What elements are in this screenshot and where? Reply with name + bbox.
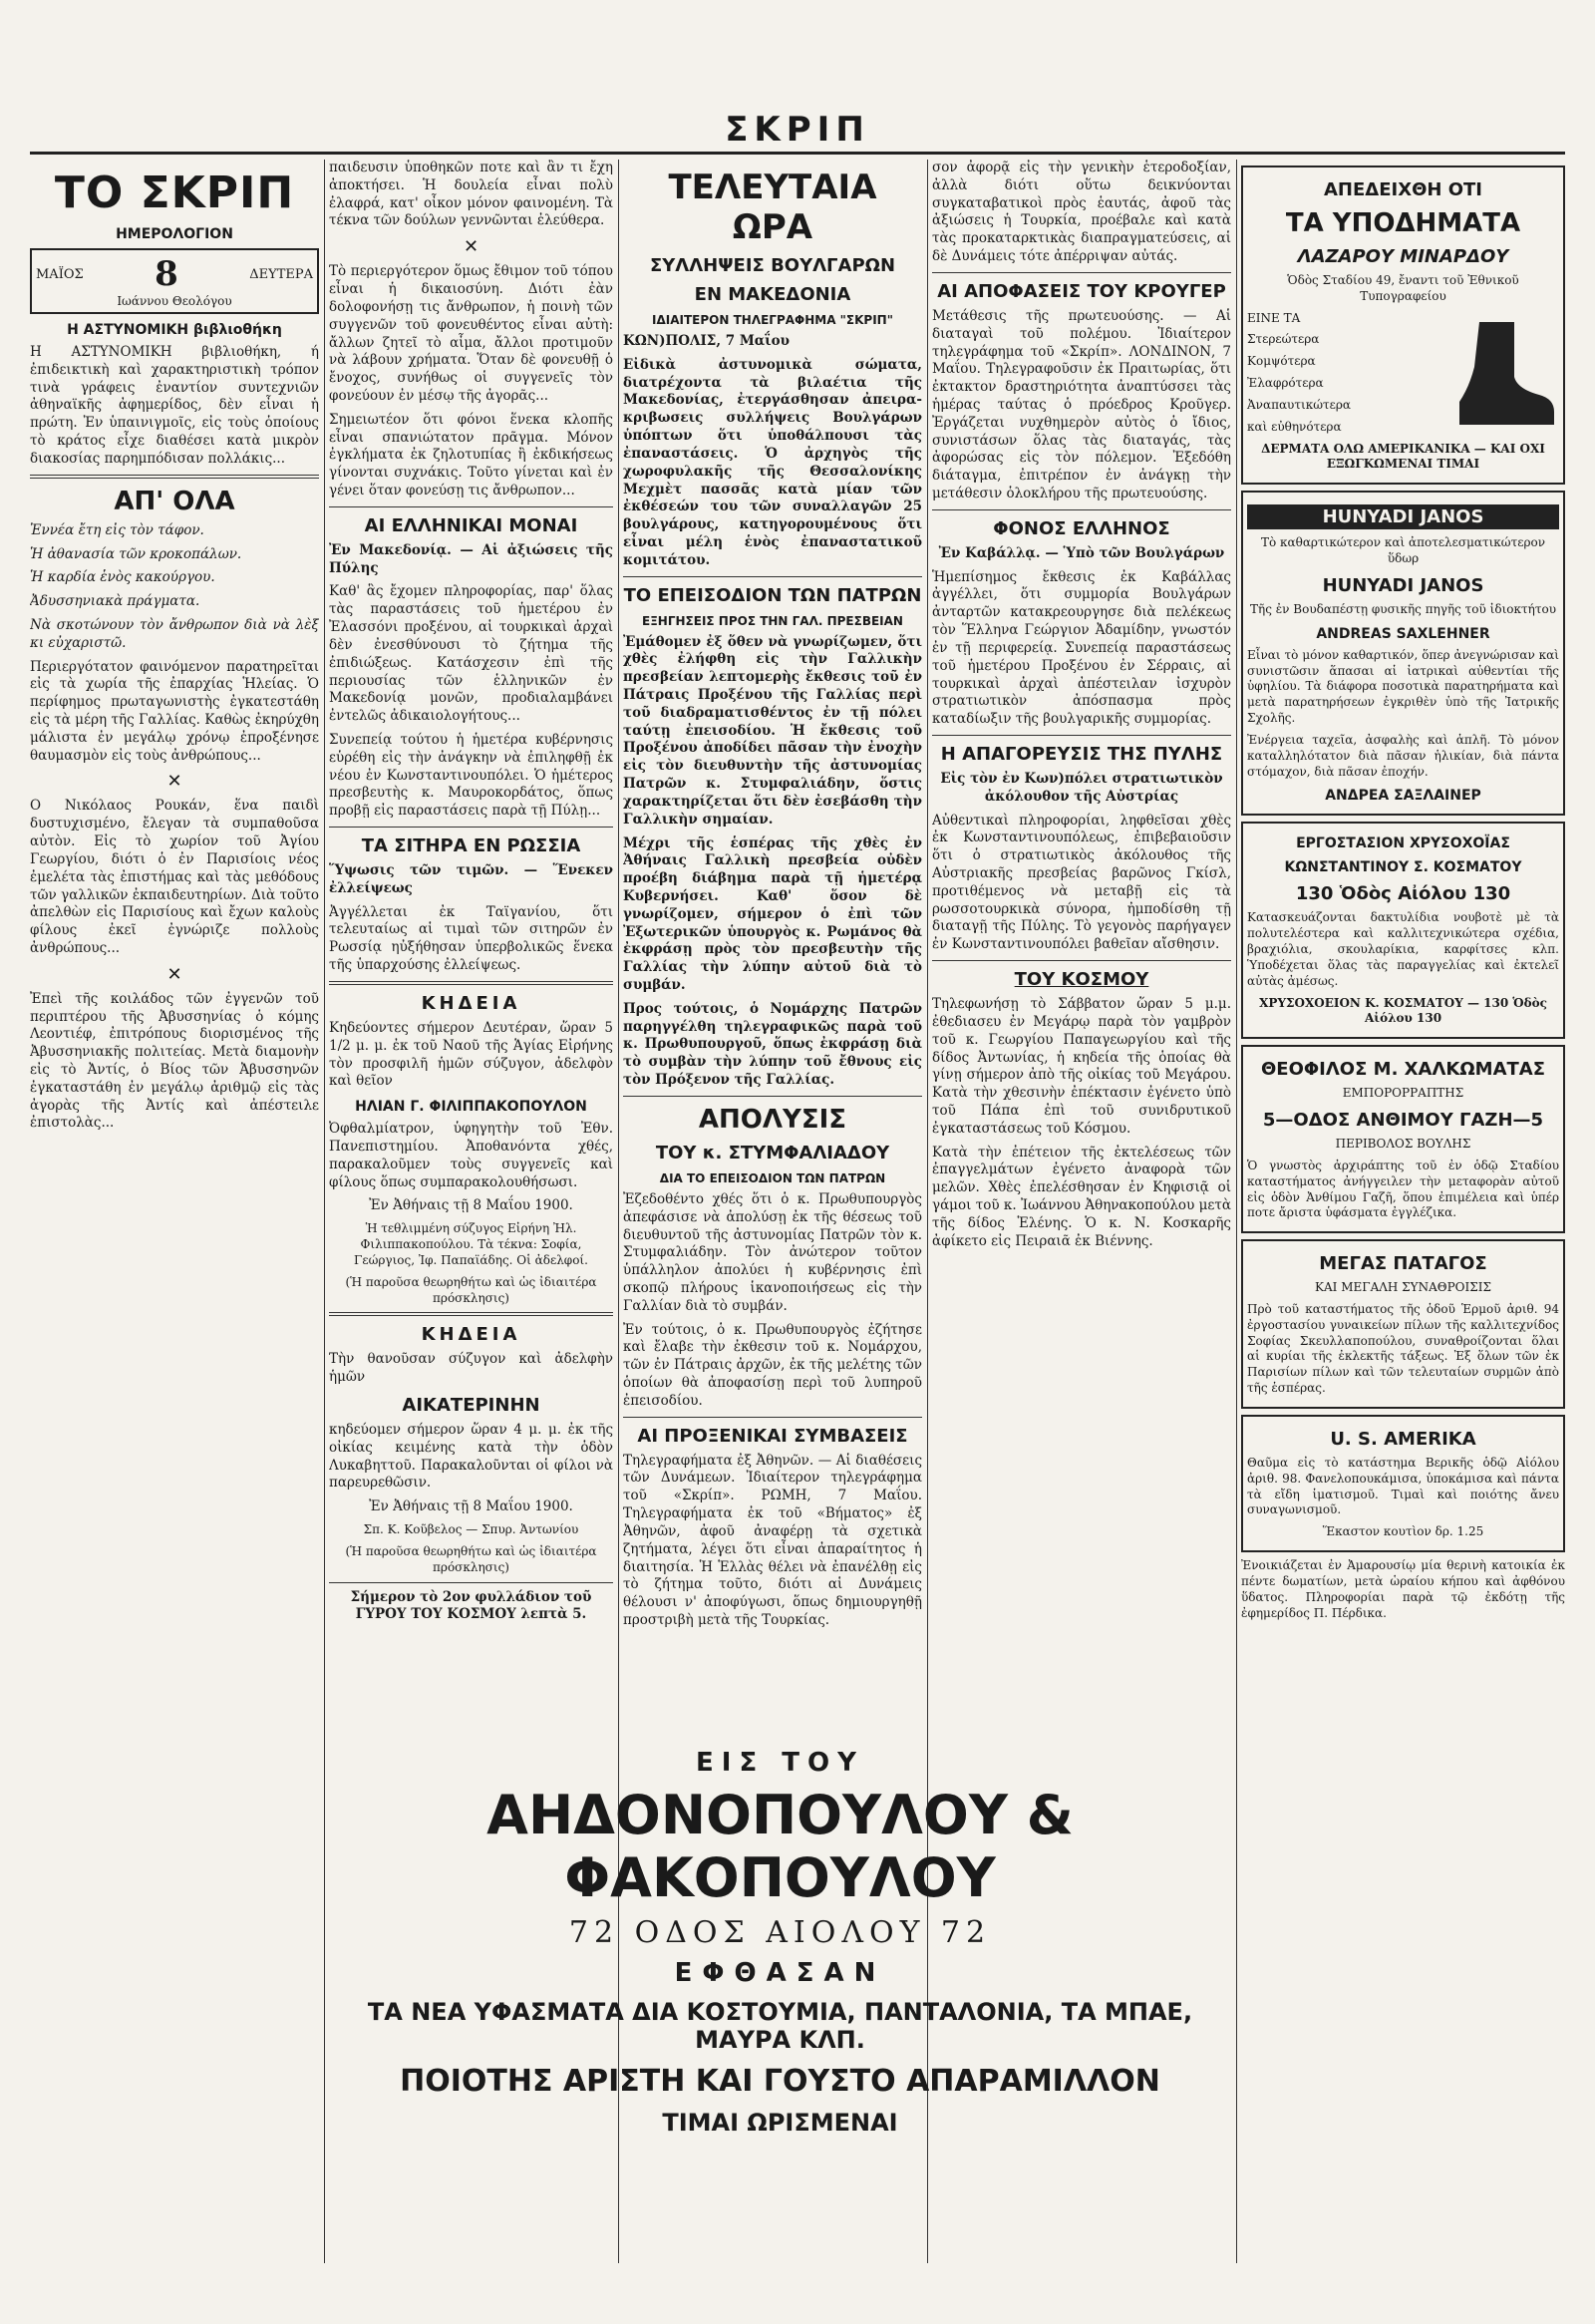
calendar-weekday: ΔΕΥΤΕΡΑ	[249, 266, 313, 282]
funeral-heading: ΚΗΔΕΙΑ	[421, 992, 521, 1014]
article-heading: ΤΟ ΕΠΕΙΣΟΔΙΟΝ ΤΩΝ ΠΑΤΡΩΝ	[623, 584, 922, 606]
article-body: Ἐπεὶ τῆς κοιλάδος τῶν ἐγγενῶν τοῦ περιπτέρου τῆς Ἀβυσσηνίας ὁ κόμης Λεοντιέφ, ἐπιτρόπους διορισμένος τῆς Ἀβυσσηνιακῆς πολιτείας. Μετὰ διαμονὴν εἰς τὸ Ἀντίς, ὁ Βίος τῶν Ἀβυσσηνῶν ἐγκαταστάθη ἐν μεγάλῳ ἀριθμῷ εἰς τὰς ἀγορὰς τῆς Ἀντίς καὶ ἀπέστειλε ἐπιστολὰς...	[30, 990, 319, 1132]
advert-body: Κατασκευάζονται δακτυλίδια νουβοτὲ μὲ τὰ πολυτελέστερα καὶ καλλιτεχνικώτερα σχέδια, βραχιόλια, σκουλαρίκια, καρφίτσες κλπ. Ὑποδέχεται ὅλας τὰς παραγγελίας καὶ ἐκτελεῖ αὐτὰς ἀμέσως.	[1247, 910, 1559, 988]
advert-line: Στερεώτερα	[1247, 332, 1320, 347]
article-body: Ἡμεπίσημος ἔκθεσις ἐκ Καβάλλας ἀγγέλλει, ὅτι συμμορία Βουλγάρων ἀνταρτῶν κατακρεουργησε διὰ πελέκεως τὸν Ἕλληνα Γεώργιον Ἀδαμίδην, γνωστόν ἐν τῇ περιφερείᾳ. Συνεπείᾳ παραστάσεως τοῦ ἡμετέρου Προξένου ἐν Σέρραις, αἱ τουρκικαὶ ἀρχαὶ ἀπέστειλαν ἰσχυρὸν στρατιωτικὸν ἀπόσπασμα πρὸς καταδίωξιν τῆς βουλγαρικῆς συμμορίας.	[932, 568, 1231, 728]
funeral-family: Ἡ τεθλιμμένη σύζυγος Εἰρήνη Ἠλ. Φιλιππακοπούλου. Τὰ τέκνα: Σοφία, Γεώργιος, Ἰφ. Παπαϊάδης. Οἱ ἀδελφοί.	[354, 1221, 588, 1267]
article-subheading: ΕΞΗΓΗΣΕΙΣ ΠΡΟΣ ΤΗΝ ΓΑΛ. ΠΡΕΣΒΕΙΑΝ	[642, 613, 903, 628]
calendar-month: ΜΑΪΟΣ	[36, 266, 84, 282]
column-rule	[324, 160, 325, 2263]
divider	[623, 1417, 922, 1418]
article-body: Τηλεγραφήματα ἐξ Ἀθηνῶν. — Αἱ διαθέσεις τῶν Δυνάμεων. Ἰδιαίτερον τηλεγράφημα τοῦ «Σκρίπ». ΡΩΜΗ, 7 Μαΐου. Τηλεγραφήματα ἐκ τοῦ «Βήματος» ἐξ Ἀθηνῶν, ἀφοῦ ἀναφέρῃ τὰ σχετικὰ ζητήματα, λέγει ὅτι εἶναι ἀπαραίτητος ἡ διαιτησία. Ἡ Ἑλλὰς θέλει νὰ ἐπανέλθῃ εἰς τὸ ζήτημα τοῦτο, διότι αἱ Δυνάμεις θέλουσι ν' ἀποφύγωσι, ὅπως δημιουργηθῇ προστριβὴ μετὰ τῆς Τουρκίας.	[623, 1452, 922, 1628]
article-body: παιδευσιν ὑποθηκῶν ποτε καὶ ἂν τι ἔχη ἀποκτήσει. Ἡ δουλεία εἶναι πολὺ ἐλαφρά, κατ' οἶκον μόνον φαινομένη. Τὰ τέκνα τῶν δούλων γεννῶνται ἐλεύθερα.	[329, 160, 613, 229]
advert-line: ΠΟΙΟΤΗΣ ΑΡΙΣΤΗ ΚΑΙ ΓΟΥΣΤΟ ΑΠΑΡΑΜΙΛΛΟΝ	[400, 2064, 1160, 2099]
classified-ad: Ἐνοικιάζεται ἐν Ἀμαρουσίῳ μία θερινὴ κατοικία ἐκ πέντε δωματίων, μετὰ ὡραίου κήπου καὶ ἀφθόνου ὕδατος. Πληροφορίαι παρὰ τῷ ἐκδότῃ τῆς ἐφημερίδος Π. Πέρδικα.	[1241, 1558, 1565, 1620]
article-body: Τηλεφωνήσῃ τὸ Σάββατον ὥραν 5 μ.μ. ἐθεδιασευ ἐν Μεγάρῳ παρὰ τὸν γαμβρὸν τοῦ κ. Γεωργίου Παπαγεωργίου καὶ τῆς δίδος Ἀντωνίας, ἡ κηδεία τῆς ὁποίας θὰ γίνῃ σήμερον ἀπὸ τῆς οἰκίας τοῦ Μεγάρου. Κατὰ τὴν χθεσινὴν ἐπέκτασιν ἐγένετο ὑπὸ τοῦ Πάπα ἐπὶ τοῦ συνιδρυτικοῦ ἐγκαταστάσεως τοῦ Κόσμου.	[932, 996, 1231, 1137]
advert-address: 130 Ὁδὸς Αἰόλου 130	[1295, 883, 1511, 905]
advert-text: Τῆς ἐν Βουδαπέστῃ φυσικῆς πηγῆς τοῦ ἰδιοκτήτου	[1250, 601, 1556, 616]
advert-body: Ὁ γνωστὸς ἀρχιράπτης τοῦ ἐν ὁδῷ Σταδίου καταστήματος ἀνήγγειλεν τὴν μεταφορὰν αὐτοῦ εἰς ὁδὸν Ἀνθίμου Γαζῆ, ὅπου ἐπιμέλεια καὶ ὑπέρ ποτε ἄριστα ὑφάσματα ἐγγλέζικα.	[1247, 1158, 1559, 1220]
advert-preheading: ΕΙΣ ΤΟΥ	[696, 1748, 864, 1778]
article-body: Ο Νικόλαος Ρουκάν, ἕνα παιδὶ δυστυχισμένο, ἔλεγαν τὰ συμπαθοῦσα αὐτὸν. Εἰς τὸ χωρίον τοῦ Ἀγίου Γεωργίου, διότι ὁ ἐν Παρισίοις νέος ἐμελέτα τὰς ἐπιστήμας καὶ τὰς μεθόδους τῶν γαλλικῶν ἐκπαιδευτηρίων. Διὰ τοῦτο ἀπελθὼν εἰς Παρισίους καὶ ἔχων καλοὺς φίλους ἐκεῖ ἐγνώριζε πολλοὺς ἀνθρώπους...	[30, 798, 319, 956]
article-heading: ΑΠΟΛΥΣΙΣ	[698, 1104, 847, 1135]
divider	[932, 272, 1231, 273]
divider	[932, 960, 1231, 961]
article-heading: ΤΑ ΣΙΤΗΡΑ ΕΝ ΡΩΣΣΙΑ	[361, 835, 581, 856]
advert-address: Ὁδὸς Σταδίου 49, ἔναντι τοῦ Ἐθνικοῦ Τυπογραφείου	[1287, 273, 1519, 303]
funeral-name: ΗΛΙΑΝ Γ. ΦΙΛΙΠΠΑΚΟΠΟΥΛΟΝ	[355, 1099, 587, 1116]
funeral-text: κηδεύομεν σήμερον ὥραν 4 μ. μ. ἐκ τῆς οἰκίας κειμένης κατὰ τὴν ὁδὸν Λυκαβηττοῦ. Παρακαλοῦνται οἱ φίλοι νὰ παρευρεθῶσιν.	[329, 1421, 613, 1492]
section-heading: ΑΠ' ΟΛΑ	[114, 486, 235, 516]
article-body: Μετάθεσις τῆς πρωτευούσης. — Αἱ διαταγαὶ τοῦ πολέμου. Ἰδιαίτερον τηλεγράφημα τοῦ «Σκρίπ». ΛΟΝΔΙΝΟΝ, 7 Μαΐου. Τηλεγραφοῦσιν ἐκ Πραιτωρίας, ὅτι ἐκτακτον δραστηριότητα ἀναπτύσσει τὰς ἡμέρας ταύτας ὁ πρόεδρος Κροῦγερ. Ἐργάζεται νυχθημερὸν αὐτὸς ὁ ἴδιος, συνιστάσων ὅλας τὰς διαταγάς, τὰς ἀφορώσας εἰς τὸν πόλεμον. Ἐξεδόθη διάταγμα, ἐπιτρέπον ἐν ἀνάγκῃ τὴν μετάθεσιν ὁλοκλήρου τῆς πρωτευούσης.	[932, 307, 1231, 501]
divider	[329, 1312, 613, 1316]
promo-notice: Σήμερον τὸ 2ον φυλλάδιον τοῦ ΓΥΡΟΥ ΤΟΥ ΚΟΣΜΟΥ λεπτὰ 5.	[350, 1588, 592, 1623]
advert-heading: HUNYADI JANOS	[1247, 504, 1559, 529]
funeral-heading: ΚΗΔΕΙΑ	[421, 1324, 521, 1346]
advert-heading: U. S. AMERIKA	[1330, 1428, 1476, 1450]
divider	[30, 475, 319, 479]
article-heading: ΣΥΛΛΗΨΕΙΣ ΒΟΥΛΓΑΡΩΝ	[649, 255, 896, 276]
advert-line: ΕΙΝΕ ΤΑ	[1247, 310, 1301, 325]
advert-heading: ΜΕΓΑΣ ΠΑΤΑΓΟΣ	[1319, 1253, 1487, 1275]
section-body: Περιεργότατον φαινόμενον παρατηρεῖται εἰς τὰ χωρία τῆς ἐπαρχίας Ἡλείας. Ὁ περίφημος πρωταγωνιστὴς ἐγκατεστάθη εἰς τὰ μέρη τῆς Γαλλίας. Καθὼς ἐκηρύχθη μάλιστα ἐν μεγάλῳ χρόνῳ ἐπροξένησε θαυμασμὸν εἰς τοὺς ἀνθρώπους...	[30, 658, 319, 764]
article-body: Προς τούτοις, ὁ Νομάρχης Πατρῶν παρηγγέλθη τηλεγραφικῶς παρὰ τοῦ κ. Πρωθυπουργοῦ, ὅπως ἐκφράσῃ διὰ τὸ συμβὰν τὴν λύπην τοῦ ἔθνους εἰς τὸν Πρόξενον τῆς Γαλλίας.	[623, 1000, 922, 1089]
funeral-text: Ὀφθαλμίατρον, ὑφηγητὴν τοῦ Ἐθν. Πανεπιστημίου. Ἀποθανόντα χθές, παρακαλοῦμεν τοὺς συγγενεῖς καὶ φίλους ὅπως συμπαρακολουθήσωσι.	[329, 1121, 613, 1190]
article-subheading: ΔΙΑ ΤΟ ΕΠΕΙΣΟΔΙΟΝ ΤΩΝ ΠΑΤΡΩΝ	[659, 1170, 886, 1185]
masthead: ΣΚΡΙΠ	[725, 110, 870, 150]
masthead-rule	[30, 152, 1565, 155]
advert-line: Ἐλαφρότερα	[1247, 376, 1324, 391]
divider	[329, 827, 613, 828]
funeral-date: Ἐν Ἀθήναις τῇ 8 Μαΐου 1900.	[369, 1498, 573, 1515]
article-body: σον ἀφορᾷ εἰς τὴν γενικὴν ἑτεροδοξίαν, ἀλλὰ διότι οὕτω δεικνύονται συγκαταβατικοὶ πρὸς ἑαυτάς, ἀφοῦ τὰς ἀξιώσεις ἡ Τουρκία, προέβαλε καὶ κατὰ τὰς προκαταρκτικὰς διαπραγματεύσεις, αἱ δὲ Δυνάμεις τότε ἀπέρριψαν αὐτάς.	[932, 160, 1231, 265]
article-body: Ἐν τούτοις, ὁ κ. Πρωθυπουργὸς ἐζήτησε καὶ ἔλαβε τὴν ἐκθεσιν τοῦ κ. Νομάρχου, τῶν ἐν Πάτραις ἀρχῶν, ἐκ τῆς μελέτης τῶν ὁποίων θὰ ἀποφασίσῃ περὶ τοῦ λυπηροῦ ἐπεισοδίου.	[623, 1321, 922, 1409]
advert-address: 5—ΟΔΟΣ ΑΝΘΙΜΟΥ ΓΑΖΗ—5	[1262, 1110, 1544, 1132]
advert-address: ΠΕΡΙΒΟΛΟΣ ΒΟΥΛΗΣ	[1335, 1137, 1471, 1152]
article-body: Ἐμάθομεν ἐξ ὅθεν νὰ γνωρίζωμεν, ὅτι χθὲς ἐλήφθη εἰς τὴν Γαλλικὴν πρεσβείαν λεπτομερὴς ἔκθεσις τοῦ ἐν Πάτραις Προξένου τῆς Γαλλίας περὶ τοῦ διαδραματισθέντος ἐν τῇ πόλει ταύτῃ ἐπεισοδίου. Ἡ ἔκθεσις τοῦ Προξένου ἀποδίδει πᾶσαν τὴν ἐνοχὴν εἰς τὸν διευθυντὴν τῆς ἀστυνομίας Πατρῶν κ. Στυμφαλιάδην, ὅστις χαρακτηρίζεται ὅτι δὲν ἐσεβάσθη τὴν Γαλλικὴν σημαίαν.	[623, 633, 922, 828]
funeral-note: (Ἡ παροῦσα θεωρηθήτω καὶ ὡς ἰδιαιτέρα πρόσκλησις)	[345, 1543, 597, 1574]
shoe-advert	[1241, 166, 1565, 485]
article-body: Τὸ περιεργότερον ὅμως ἔθιμον τοῦ τόπου εἶναι ἡ δικαιοσύνη. Διότι ἐὰν δολοφονήσῃ τις ἄνθρωπον, ἡ ποινὴ τῶν συγγενῶν τοῦ φονευθέντος εἶναι αὐτὴ: ἄλλων ζητεῖ τὸ αἷμα, ἄλλοι προτιμοῦν νὰ λάβουν χρήματα. Ὅταν δὲ φονευθῇ ὁ ἔνοχος, συνήθως οἱ συγγενεῖς τὸν φονεύουν ἐν μέσῳ τῆς ἀγορᾶς...	[329, 263, 613, 404]
article-body: Κατὰ τὴν ἐπέτειον τῆς ἐκτελέσεως τῶν ἐπαγγελμάτων ἐγένετο ἀναφορὰ τῶν μελῶν. Χθὲς ἐπελέσθησαν ἐν Κηφισιᾷ οἱ γάμοι τοῦ κ. Ἰωάννου Ἀθηνακοπούλου μετὰ τῆς δίδος Ἑλένης. Ὁ κ. Ν. Κοσκαρῆς ἀφίκετο εἰς Πειραιᾶ ἐκ Βιέννης.	[932, 1144, 1231, 1249]
article-heading: ΕΝ ΜΑΚΕΔΟΝΙΑ	[694, 284, 851, 305]
separator-mark: ✕	[166, 771, 182, 793]
dateline: ΚΩΝ)ΠΟΛΙΣ, 7 Μαΐου	[623, 333, 791, 349]
advert-body: Εἶναι τὸ μόνον καθαρτικόν, ὅπερ ἀνεγνώρισαν καὶ συνιστῶσιν ἅπασαι αἱ ἰατρικαὶ αὐθεντίαι τῆς ὑφηλίου. Τὰ διάφορα ποσοτικὰ παρατηρήματα καὶ μετὰ παρατηρήσεων ἐγκριθὲν ὑπὸ τῆς Ἰατρικῆς Σχολῆς.	[1247, 647, 1559, 726]
divider	[329, 506, 613, 507]
advert-body: Ἐνέργεια ταχεῖα, ἀσφαλὴς καὶ ἁπλῆ. Τὸ μόνον καταλληλότατον διὰ πᾶσαν ἡλικίαν, διὰ πάντα στόμαχον, διὰ πᾶσαν ἐποχήν.	[1247, 732, 1559, 779]
calendar-day-number: 8	[155, 254, 178, 294]
hat-advert	[1241, 1239, 1565, 1409]
advert-line: Κομψότερα	[1247, 354, 1316, 369]
advert-owner: ΑΝΔΡΕΑ ΣΑΞΛΑΙΝΕΡ	[1325, 788, 1481, 805]
article-heading: ΑΙ ΕΛΛΗΝΙΚΑΙ ΜΟΝΑΙ	[364, 514, 578, 536]
advert-name: ΑΗΔΟΝΟΠΟΥΛΟΥ & ΦΑΚΟΠΟΥΛΟΥ	[486, 1784, 1074, 1909]
funeral-family: Σπ. Κ. Κοῦβελος — Σπυρ. Ἀντωνίου	[363, 1522, 579, 1537]
advert-heading: ΤΑ ΥΠΟΔΗΜΑΤΑ	[1285, 208, 1521, 238]
advert-footer: ΔΕΡΜΑΤΑ ΟΛΩ ΑΜΕΡΙΚΑΝΙΚΑ — ΚΑΙ ΟΧΙ ΕΞΩΓΚΩΜΕΝΑΙ ΤΙΜΑΙ	[1261, 441, 1545, 472]
section-line: Ἡ ἀθανασία τῶν κροκοπάλων.	[30, 545, 242, 562]
divider	[329, 981, 613, 985]
funeral-date: Ἐν Ἀθήναις τῇ 8 Μαΐου 1900.	[369, 1197, 573, 1214]
article-heading: ΤΟΥ ΚΟΣΜΟΥ	[1014, 969, 1149, 991]
article-heading: ΑΙ ΑΠΟΦΑΣΕΙΣ ΤΟΥ ΚΡΟΥΓΕΡ	[937, 280, 1226, 302]
advert-line: καὶ εὐθηνότερα	[1247, 419, 1342, 434]
advert-footer: ΧΡΥΣΟΧΟΕΙΟΝ Κ. ΚΟΣΜΑΤΟΥ — 130 Ὁδὸς Αἰόλου 130	[1259, 995, 1547, 1026]
advert-sub: ΕΜΠΟΡΟΡΡΑΠΤΗΣ	[1342, 1086, 1464, 1101]
divider	[623, 1096, 922, 1097]
article-subheading: ΙΔΙΑΙΤΕΡΟΝ ΤΗΛΕΓΡΑΦΗΜΑ "ΣΚΡΙΠ"	[652, 313, 893, 327]
advert-body: Θαῦμα εἰς τὸ κατάστημα Βερικῆς ὁδῷ Αἰόλου ἀριθ. 98. Φανελοπουκάμισα, ὑποκάμισα καὶ πάντα τὰ εἴδη ἱματισμοῦ. Τιμαὶ καὶ ποιότης ἄνευ συναγωνισμοῦ.	[1247, 1455, 1559, 1517]
article-body: Καθ' ἃς ἔχομεν πληροφορίας, παρ' ὅλας τὰς παραστάσεις τοῦ ἡμετέρου ἐν Ἐλασσόνι προξένου, αἱ τουρκικαὶ ἀρχαὶ δὲν ἐνεσθύνουσι τὸ ζήτημα τῆς ἐπιδιώξεως. Κατάσχεσιν ἐπὶ τῆς περιουσίας τῶν ἑλληνικῶν ἐν Μακεδονίᾳ μονῶν, προδιαλαμβάνει ἐντελῶς ἀδικαιολογήτους...	[329, 583, 613, 725]
tailor-advert	[1241, 1045, 1565, 1233]
article-subheading: Εἰς τὸν ἐν Κων)πόλει στρατιωτικὸν ἀκόλουθον τῆς Αὐστρίας	[940, 770, 1223, 805]
hunyadi-advert	[1241, 491, 1565, 816]
divider	[329, 1582, 613, 1583]
funeral-text: Τὴν θανοῦσαν σύζυγον καὶ ἀδελφὴν ἡμῶν	[329, 1351, 613, 1386]
section-line: Ἡ καρδία ἑνὸς κακούργου.	[30, 569, 215, 586]
advert-line: ΤΑ ΝΕΑ ΥΦΑΣΜΑΤΑ ΔΙΑ ΚΟΣΤΟΥΜΙΑ, ΠΑΝΤΑΛΟΝΙΑ, ΤΑ ΜΠΑΕ, ΜΑΥΡΑ ΚΛΠ.	[367, 1998, 1193, 2054]
calendar-box	[30, 248, 319, 314]
divider	[932, 509, 1231, 510]
article-body: Αὐθεντικαὶ πληροφορίαι, ληφθεῖσαι χθὲς ἐκ Κωνσταντινουπόλεως, ἐπιβεβαιοῦσιν ὅτι ὁ στρατιωτικὸς ἀκόλουθος τῆς Αὐστριακῆς πρεσβείας βαρῶνος Γκίσλ, προτιθέμενος νὰ μεταβῇ εἰς τὰ ρωσσοτουρκικὰ σύνορα, ἠμποδίσθη τῇ διαταγῇ τῆς Πύλης. Τὸ γεγονὸς παρήγαγεν ἐν Κωνσταντινουπόλει βαθεῖαν αἴσθησιν.	[932, 812, 1231, 953]
article-subheading: Ὕψωσις τῶν τιμῶν. — Ἕνεκεν ἐλλείψεως	[329, 862, 613, 896]
advert-owner: ANDREAS SAXLEHNER	[1316, 625, 1490, 642]
boot-icon	[1439, 317, 1559, 427]
section-heading: ΤΕΛΕΥΤΑΙΑ ΩΡΑ	[668, 167, 877, 247]
article-body: Ἐζεδοθέντο χθές ὅτι ὁ κ. Πρωθυπουργὸς ἀπεφάσισε νὰ ἀπολύσῃ ἐκ τῆς θέσεως τοῦ διευθυντοῦ τῆς ἀστυνομίας Πατρῶν τὸν κ. Στυμφαλιάδην. Τὸν ἀνώτερον τοῦτον ὑπάλληλον ἀπολύει ἡ κυβέρνησις ἐπὶ σκοπῷ πλήρους ἱκανοποιήσεως εἰς τὴν Γαλλίαν διὰ τὸ συμβάν.	[623, 1190, 922, 1314]
column-1	[30, 160, 319, 2264]
funeral-name: ΑΙΚΑΤΕΡΙΝΗΝ	[402, 1394, 540, 1416]
calendar-heading: ΗΜΕΡΟΛΟΓΙΟΝ	[116, 226, 233, 242]
advert-line: ΤΙΜΑΙ ΩΡΙΣΜΕΝΑΙ	[662, 2109, 898, 2137]
separator-mark: ✕	[463, 236, 479, 258]
advert-name: ΚΩΝΣΤΑΝΤΙΝΟΥ Σ. ΚΟΣΜΑΤΟΥ	[1284, 859, 1522, 876]
separator-mark: ✕	[166, 963, 182, 985]
fabric-advert	[329, 1740, 1231, 2218]
article-body: Συνεπείᾳ τούτου ἡ ἡμετέρα κυβέρνησις εὑρέθη εἰς τὴν ἀνάγκην νὰ ἐπιληφθῇ ἐκ νέου ἐν Κωνσταντινουπόλει. Ὁ ἡμέτερος πρεσβευτὴς κ. Μαυροκορδάτος, ὅπως προβῇ εἰς παραστάσεις παρὰ τῇ Πύλῃ...	[329, 731, 613, 820]
section-line: Ἀδυσσηνιακὰ πράγματα.	[30, 593, 200, 610]
section-line: Νὰ σκοτώνουν τὸν ἄνθρωπον διὰ νὰ λὲξ κι εὐχαριστῶ.	[30, 616, 319, 651]
funeral-note: (Ἡ παροῦσα θεωρηθήτω καὶ ὡς ἰδιαιτέρα πρόσκλησις)	[345, 1274, 597, 1305]
advert-heading: ΘΕΟΦΙΛΟΣ Μ. ΧΑΛΚΩΜΑΤΑΣ	[1260, 1059, 1546, 1081]
paper-title: ΤΟ ΣΚΡΙΠ	[54, 167, 295, 218]
amerika-advert	[1241, 1415, 1565, 1552]
article-heading: Η ΑΣΤΥΝΟΜΙΚΗ βιβλιοθήκη	[67, 322, 282, 338]
article-body: Ἀγγέλλεται ἐκ Ταϊγανίου, ὅτι τελευταίως αἱ τιμαὶ τῶν σιτηρῶν ἐν Ρωσσίᾳ ηὐξήθησαν ὑπερβολικῶς ἕνεκα τῆς ὑπαρχούσης ἐλλείψεως.	[329, 903, 613, 974]
advert-price: Ἕκαστον κουτὶον δρ. 1.25	[1322, 1524, 1484, 1539]
funeral-text: Κηδεύοντες σήμερον Δευτέραν, ὥραν 5 1/2 μ. μ. ἐκ τοῦ Ναοῦ τῆς Ἁγίας Εἰρήνης τὸν προσφιλῆ ἡμῶν σύζυγον, ἀδελφὸν καὶ θεῖον	[329, 1019, 613, 1090]
article-heading: Η ΑΠΑΓΟΡΕΥΣΙΣ ΤΗΣ ΠΥΛΗΣ	[940, 743, 1223, 765]
article-subheading: Ἐν Μακεδονίᾳ. — Αἱ ἀξιώσεις τῆς Πύλης	[329, 541, 613, 576]
calendar-saint: Ιωάννου Θεολόγου	[117, 294, 232, 308]
advert-address: 72 ΟΔΟΣ ΑΙΟΛΟΥ 72	[568, 1915, 992, 1950]
advert-list	[1247, 311, 1439, 442]
advert-body: Πρὸ τοῦ καταστήματος τῆς ὁδοῦ Ἑρμοῦ ἀριθ. 94 ἐργοστασίου γυναικείων πίλων τῆς καλλιτεχνίδος Σοφίας Σκευλλαποπούλου, συναθροίζονται ὅλαι αἱ κυρίαι τῆς ἐκλεκτῆς τάξεως. Ἐξ ὅλων τῶν ἐκ Παρισίων πίλων καὶ τῶν τελευταίων συρμῶν ἀπὸ τῆς ἑσπέρας.	[1247, 1301, 1559, 1396]
article-heading: ΑΙ ΠΡΟΞΕΝΙΚΑΙ ΣΥΜΒΑΣΕΙΣ	[637, 1425, 908, 1447]
advert-sub: ΕΦΘΑΣΑΝ	[674, 1958, 886, 1988]
newspaper-page	[30, 0, 1565, 2324]
advert-heading: ΑΠΕΔΕΙΧΘΗ ΟΤΙ	[1323, 179, 1482, 200]
column-5	[1241, 160, 1565, 2264]
divider	[623, 576, 922, 577]
article-heading: ΤΟΥ κ. ΣΤΥΜΦΑΛΙΑΔΟΥ	[655, 1142, 890, 1163]
jeweller-advert	[1241, 822, 1565, 1039]
article-subheading: Ἐν Καβάλλᾳ. — Ὑπὸ τῶν Βουλγάρων	[938, 544, 1225, 561]
article-body: Εἰδικὰ ἀστυνομικὰ σώματα, διατρέχοντα τὰ βιλαέτια τῆς Μακεδονίας, ἐτεργάσθησαν ἀπειρα-κριβωσεις συλλήψεις Βουλγάρων ὑπόπτων ὅτι ὑποθάλπουσι τὰς ἐπαναστάσεις. Ὁ ἀρχηγὸς τῆς χωροφυλακῆς τῆς Θεσσαλονίκης Μεχμὲτ πασσᾶς κατὰ μίαν τῶν ἐκθέσεών του τῶν συναλλαγῶν 25 βουλγάρους, κατηγορουμένους ὅτι εἶναι μέλη ἑνὸς ἐπαναστατικοῦ κομιτάτου.	[623, 356, 922, 568]
advert-heading: ΕΡΓΟΣΤΑΣΙΟΝ ΧΡΥΣΟΧΟΪΑΣ	[1296, 835, 1510, 852]
article-body: Η ΑΣΤΥΝΟΜΙΚΗ βιβλιοθήκη, ή ἐπιδεικτικὴ καὶ χαρακτηριστικὴ τρόπον τινὰ γράφεις ἐναντίον συντεχνιῶν ἀθηναϊκῆς ἀφημερίδος, δὲν εἶναι ἡ πρώτη. Ἐν ὑπαινιγμοῖς, εἰς τοὺς ὁποίους τὸ κράτος εἶχε διαθέσει κατὰ μικρὸν διακοσίας παρημπόδισαν πολλάκις...	[30, 344, 319, 467]
advert-name: ΛΑΖΑΡΟΥ ΜΙΝΑΡΔΟΥ	[1297, 246, 1509, 267]
article-heading: ΦΟΝΟΣ ΕΛΛΗΝΟΣ	[993, 517, 1170, 539]
advert-sub: Τὸ καθαρτικώτερον καὶ ἀποτελεσματικώτερον ὕδωρ	[1260, 535, 1546, 566]
article-body: Μέχρι τῆς ἑσπέρας τῆς χθὲς ἐν Ἀθήναις Γαλλικὴ πρεσβεία οὐδὲν προέβη διάβημα παρὰ τῇ ἡμετέρᾳ Κυβερνήσει. Καθ' ὅσον δὲ γνωρίζομεν, σήμερον ὁ ἐπὶ τῶν Ἐξωτερικῶν ὑπουργὸς κ. Ρωμάνος θὰ ἐκφράσῃ πρὸς τὸν πρεσβευτὴν τῆς Γαλλίας τὴν λύπην αὐτοῦ διὰ τὸ συμβάν.	[623, 834, 922, 993]
column-rule	[1236, 160, 1237, 2263]
advert-sub: ΚΑΙ ΜΕΓΑΛΗ ΣΥΝΑΘΡΟΙΣΙΣ	[1315, 1280, 1491, 1295]
advert-body	[1247, 311, 1559, 442]
article-body: Σημειωτέον ὅτι φόνοι ἕνεκα κλοπῆς εἶναι σπανιώτατον πρᾶγμα. Μόνον ἐγκλήματα ἐκ ζηλοτυπίας ἢ ἐκδικήσεως γίνονται συχνάκις. Τοῦτο γίνεται καὶ ἐν γένει ὅταν φονεύσῃ τις ἄνθρωπον...	[329, 411, 613, 498]
section-line: Ἐννέα ἔτη εἰς τὸν τάφον.	[30, 521, 204, 538]
advert-heading: HUNYADI JANOS	[1322, 574, 1484, 596]
advert-line: Ἀναπαυτικώτερα	[1247, 397, 1351, 412]
divider	[932, 735, 1231, 736]
